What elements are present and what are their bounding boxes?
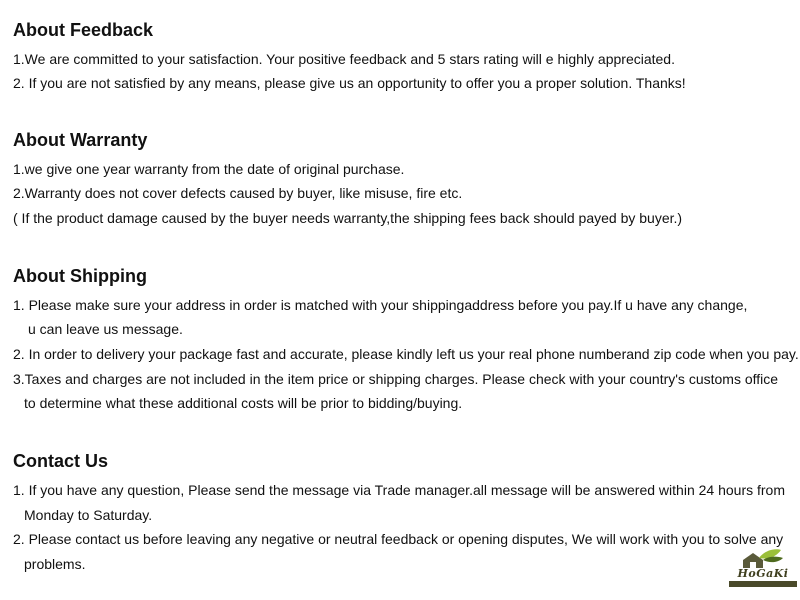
shipping-line-1: 1. Please make sure your address in order is matched with your shippingaddress before you pay.If u have any change, (13, 297, 748, 313)
warranty-line-3: ( If the product damage caused by the buyer needs warranty,the shipping fees back should payed by buyer.) (13, 210, 683, 226)
feedback-title: About Feedback (13, 20, 154, 40)
feedback-line-2: 2. If you are not satisfied by any means, please give us an opportunity to offer you a proper solution. Thanks! (13, 75, 686, 91)
shipping-title: About Shipping (13, 266, 147, 286)
feedback-line-1: 1.We are committed to your satisfaction. Your positive feedback and 5 stars rating will e highly appreciated. (13, 51, 675, 67)
logo-tagline-bar (729, 581, 797, 587)
contact-title: Contact Us (13, 451, 109, 471)
brand-logo (729, 548, 797, 588)
shipping-line-5: to determine what these additional costs will be prior to bidding/buying. (24, 395, 463, 411)
warranty-line-1: 1.we give one year warranty from the date of original purchase. (13, 161, 405, 177)
contact-line-2: Monday to Saturday. (24, 507, 153, 523)
shipping-line-2: u can leave us message. (28, 321, 183, 337)
warranty-line-2: 2.Warranty does not cover defects caused by buyer, like misuse, fire etc. (13, 185, 463, 201)
logo-text: HoGaKi (737, 567, 789, 580)
contact-line-4: problems. (24, 556, 86, 572)
shipping-line-4: 3.Taxes and charges are not included in the item price or shipping charges. Please check with your country's customs office (13, 371, 779, 387)
contact-line-3: 2. Please contact us before leaving any negative or neutral feedback or opening disputes, We will work with you to solve any (13, 531, 784, 547)
warranty-title: About Warranty (13, 130, 148, 150)
shipping-line-3: 2. In order to delivery your package fast and accurate, please kindly left us your real phone numberand zip code when you pay. (13, 346, 799, 362)
contact-line-1: 1. If you have any question, Please send the message via Trade manager.all message will be answered within 24 hours from (13, 482, 785, 498)
